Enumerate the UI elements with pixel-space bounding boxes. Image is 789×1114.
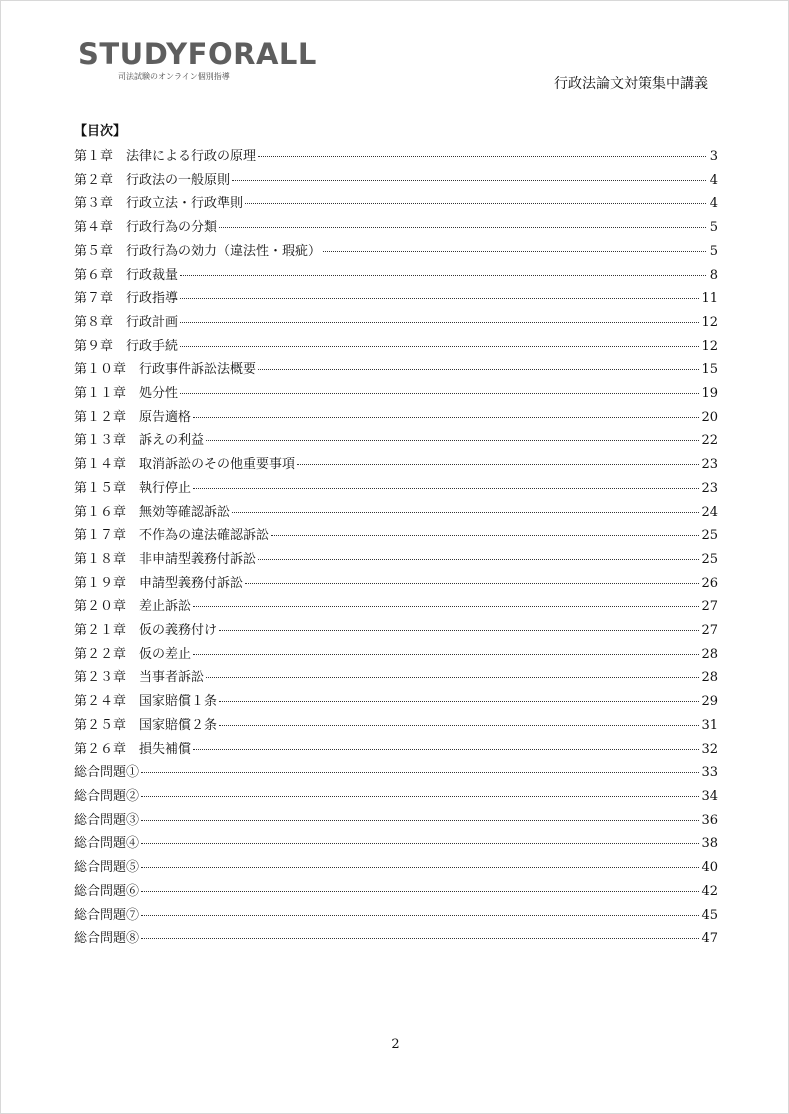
toc-dot-leader	[206, 426, 699, 441]
toc-entry-label: 第１７章 不作為の違法確認訴訟	[74, 528, 270, 544]
toc-entry-label: 第１５章 執行停止	[74, 480, 192, 496]
toc-entry-page: 27	[701, 623, 718, 639]
toc-entry-page: 26	[701, 575, 718, 591]
toc-dot-leader	[258, 355, 699, 370]
toc-entry-page: 29	[701, 694, 718, 710]
toc-entry-label: 第１３章 訴えの利益	[74, 433, 205, 449]
toc-entry-label: 第２４章 国家賠償１条	[74, 694, 218, 710]
toc-entry-page: 20	[701, 409, 718, 425]
toc-entry-page: 8	[709, 267, 718, 283]
toc-entry-page: 28	[701, 670, 718, 686]
toc-dot-leader	[141, 853, 699, 868]
toc-entry-page: 34	[701, 788, 718, 804]
toc-dot-leader	[141, 901, 699, 916]
toc-dot-leader	[141, 806, 699, 821]
toc-entry-page: 38	[701, 836, 718, 852]
toc-entry-label: 総合問題⑤	[74, 860, 140, 876]
toc-entry-label: 第３章 行政立法・行政準則	[74, 196, 244, 212]
toc-dot-leader	[232, 498, 699, 513]
toc-dot-leader	[180, 261, 706, 276]
toc-entry-page: 33	[701, 765, 718, 781]
toc-entry-label: 第２３章 当事者訴訟	[74, 670, 205, 686]
toc-entry-label: 第１０章 行政事件訴訟法概要	[74, 362, 257, 378]
studyforall-logo	[78, 39, 317, 82]
toc-entry-label: 第１９章 申請型義務付訴訟	[74, 575, 244, 591]
toc-dot-leader	[245, 189, 706, 204]
toc-entry-label: 第１４章 取消訴訟のその他重要事項	[74, 457, 296, 473]
toc-entry-page: 36	[701, 812, 718, 828]
toc-entry-page: 11	[701, 291, 718, 307]
toc-dot-leader	[141, 829, 699, 844]
toc-dot-leader	[193, 474, 699, 489]
document-header-title: 行政法論文対策集中講義	[554, 76, 708, 92]
toc-entry-page: 4	[709, 172, 718, 188]
toc-list	[74, 145, 718, 951]
toc-dot-leader	[297, 450, 699, 465]
toc-entry-label: 第１８章 非申請型義務付訴訟	[74, 551, 257, 567]
toc-dot-leader	[219, 711, 699, 726]
toc-entry-label: 第２２章 仮の差止	[74, 646, 192, 662]
toc-entry-page: 45	[701, 907, 718, 923]
toc-entry[interactable]	[74, 927, 718, 951]
toc-entry-page: 12	[701, 314, 718, 330]
toc-entry-page: 28	[701, 646, 718, 662]
toc-entry-label: 総合問題⑥	[74, 883, 140, 899]
logo-wordmark: STUDYFORALL	[78, 37, 317, 71]
toc-entry-page: 19	[701, 386, 718, 402]
toc-dot-leader	[245, 569, 699, 584]
toc-dot-leader	[141, 782, 699, 797]
toc-entry-label: 第１章 法律による行政の原理	[74, 149, 257, 164]
toc-dot-leader	[258, 142, 706, 157]
toc-entry-page: 24	[701, 504, 718, 520]
toc-dot-leader	[141, 877, 699, 892]
logo-subtitle: 司法試験のオンライン個別指導	[118, 72, 230, 81]
toc-entry-label: 第４章 行政行為の分類	[74, 220, 218, 236]
toc-dot-leader	[180, 332, 699, 347]
toc-entry-page: 5	[709, 220, 718, 236]
toc-dot-leader	[323, 237, 706, 252]
toc-dot-leader	[193, 640, 699, 655]
toc-entry-page: 23	[701, 480, 718, 496]
toc-entry-page: 32	[701, 741, 718, 757]
toc-entry-label: 総合問題④	[74, 836, 140, 852]
toc-entry-page: 40	[701, 860, 718, 876]
toc-entry-page: 25	[701, 551, 718, 567]
toc-entry-page: 22	[701, 433, 718, 449]
toc-dot-leader	[193, 735, 699, 750]
toc-entry-page: 15	[701, 362, 718, 378]
toc-entry-label: 総合問題③	[74, 812, 140, 828]
toc-entry-label: 総合問題②	[74, 788, 140, 804]
toc-entry-label: 第２６章 損失補償	[74, 741, 192, 757]
toc-entry-page: 27	[701, 599, 718, 615]
toc-entry-page: 5	[709, 243, 718, 259]
toc-entry-page: 23	[701, 457, 718, 473]
toc-dot-leader	[258, 545, 699, 560]
toc-dot-leader	[193, 592, 699, 607]
toc-entry-page: 47	[701, 931, 718, 947]
toc-entry-page: 4	[709, 196, 718, 212]
toc-entry-page: 12	[701, 338, 718, 354]
toc-entry-label: 第２０章 差止訴訟	[74, 599, 192, 615]
toc-entry-label: 第９章 行政手続	[74, 338, 179, 354]
toc-entry-label: 第５章 行政行為の効力（違法性・瑕疵）	[74, 243, 322, 259]
toc-dot-leader	[180, 308, 699, 323]
toc-dot-leader	[141, 758, 699, 773]
toc-entry-label: 総合問題⑦	[74, 907, 140, 923]
toc-dot-leader	[271, 521, 699, 536]
toc-entry-label: 第６章 行政裁量	[74, 267, 179, 283]
toc-dot-leader	[219, 687, 699, 702]
toc-dot-leader	[180, 284, 699, 299]
toc-entry-page: 31	[701, 717, 718, 733]
toc-entry-label: 第１６章 無効等確認訴訟	[74, 504, 231, 520]
toc-entry-label: 第１１章 処分性	[74, 386, 179, 402]
toc-dot-leader	[219, 213, 706, 228]
toc-entry-label: 第８章 行政計画	[74, 314, 179, 330]
toc-entry-label: 総合問題⑧	[74, 931, 140, 947]
toc-dot-leader	[141, 924, 699, 939]
toc-dot-leader	[193, 403, 699, 418]
toc-dot-leader	[219, 616, 699, 631]
toc-dot-leader	[180, 379, 699, 394]
toc-entry-page: 42	[701, 883, 718, 899]
toc-entry-label: 第２１章 仮の義務付け	[74, 623, 218, 639]
table-of-contents	[74, 122, 718, 951]
toc-entry-page: 25	[701, 528, 718, 544]
toc-dot-leader	[206, 663, 699, 678]
page-number: 2	[391, 1037, 400, 1052]
toc-entry-label: 第１２章 原告適格	[74, 409, 192, 425]
toc-dot-leader	[232, 166, 706, 181]
toc-entry-page: 3	[709, 149, 718, 164]
toc-entry-label: 総合問題①	[74, 765, 140, 781]
toc-entry-label: 第２章 行政法の一般原則	[74, 172, 231, 188]
toc-entry-label: 第２５章 国家賠償２条	[74, 717, 218, 733]
toc-entry-label: 第７章 行政指導	[74, 291, 179, 307]
toc-heading: 【目次】	[74, 124, 127, 139]
